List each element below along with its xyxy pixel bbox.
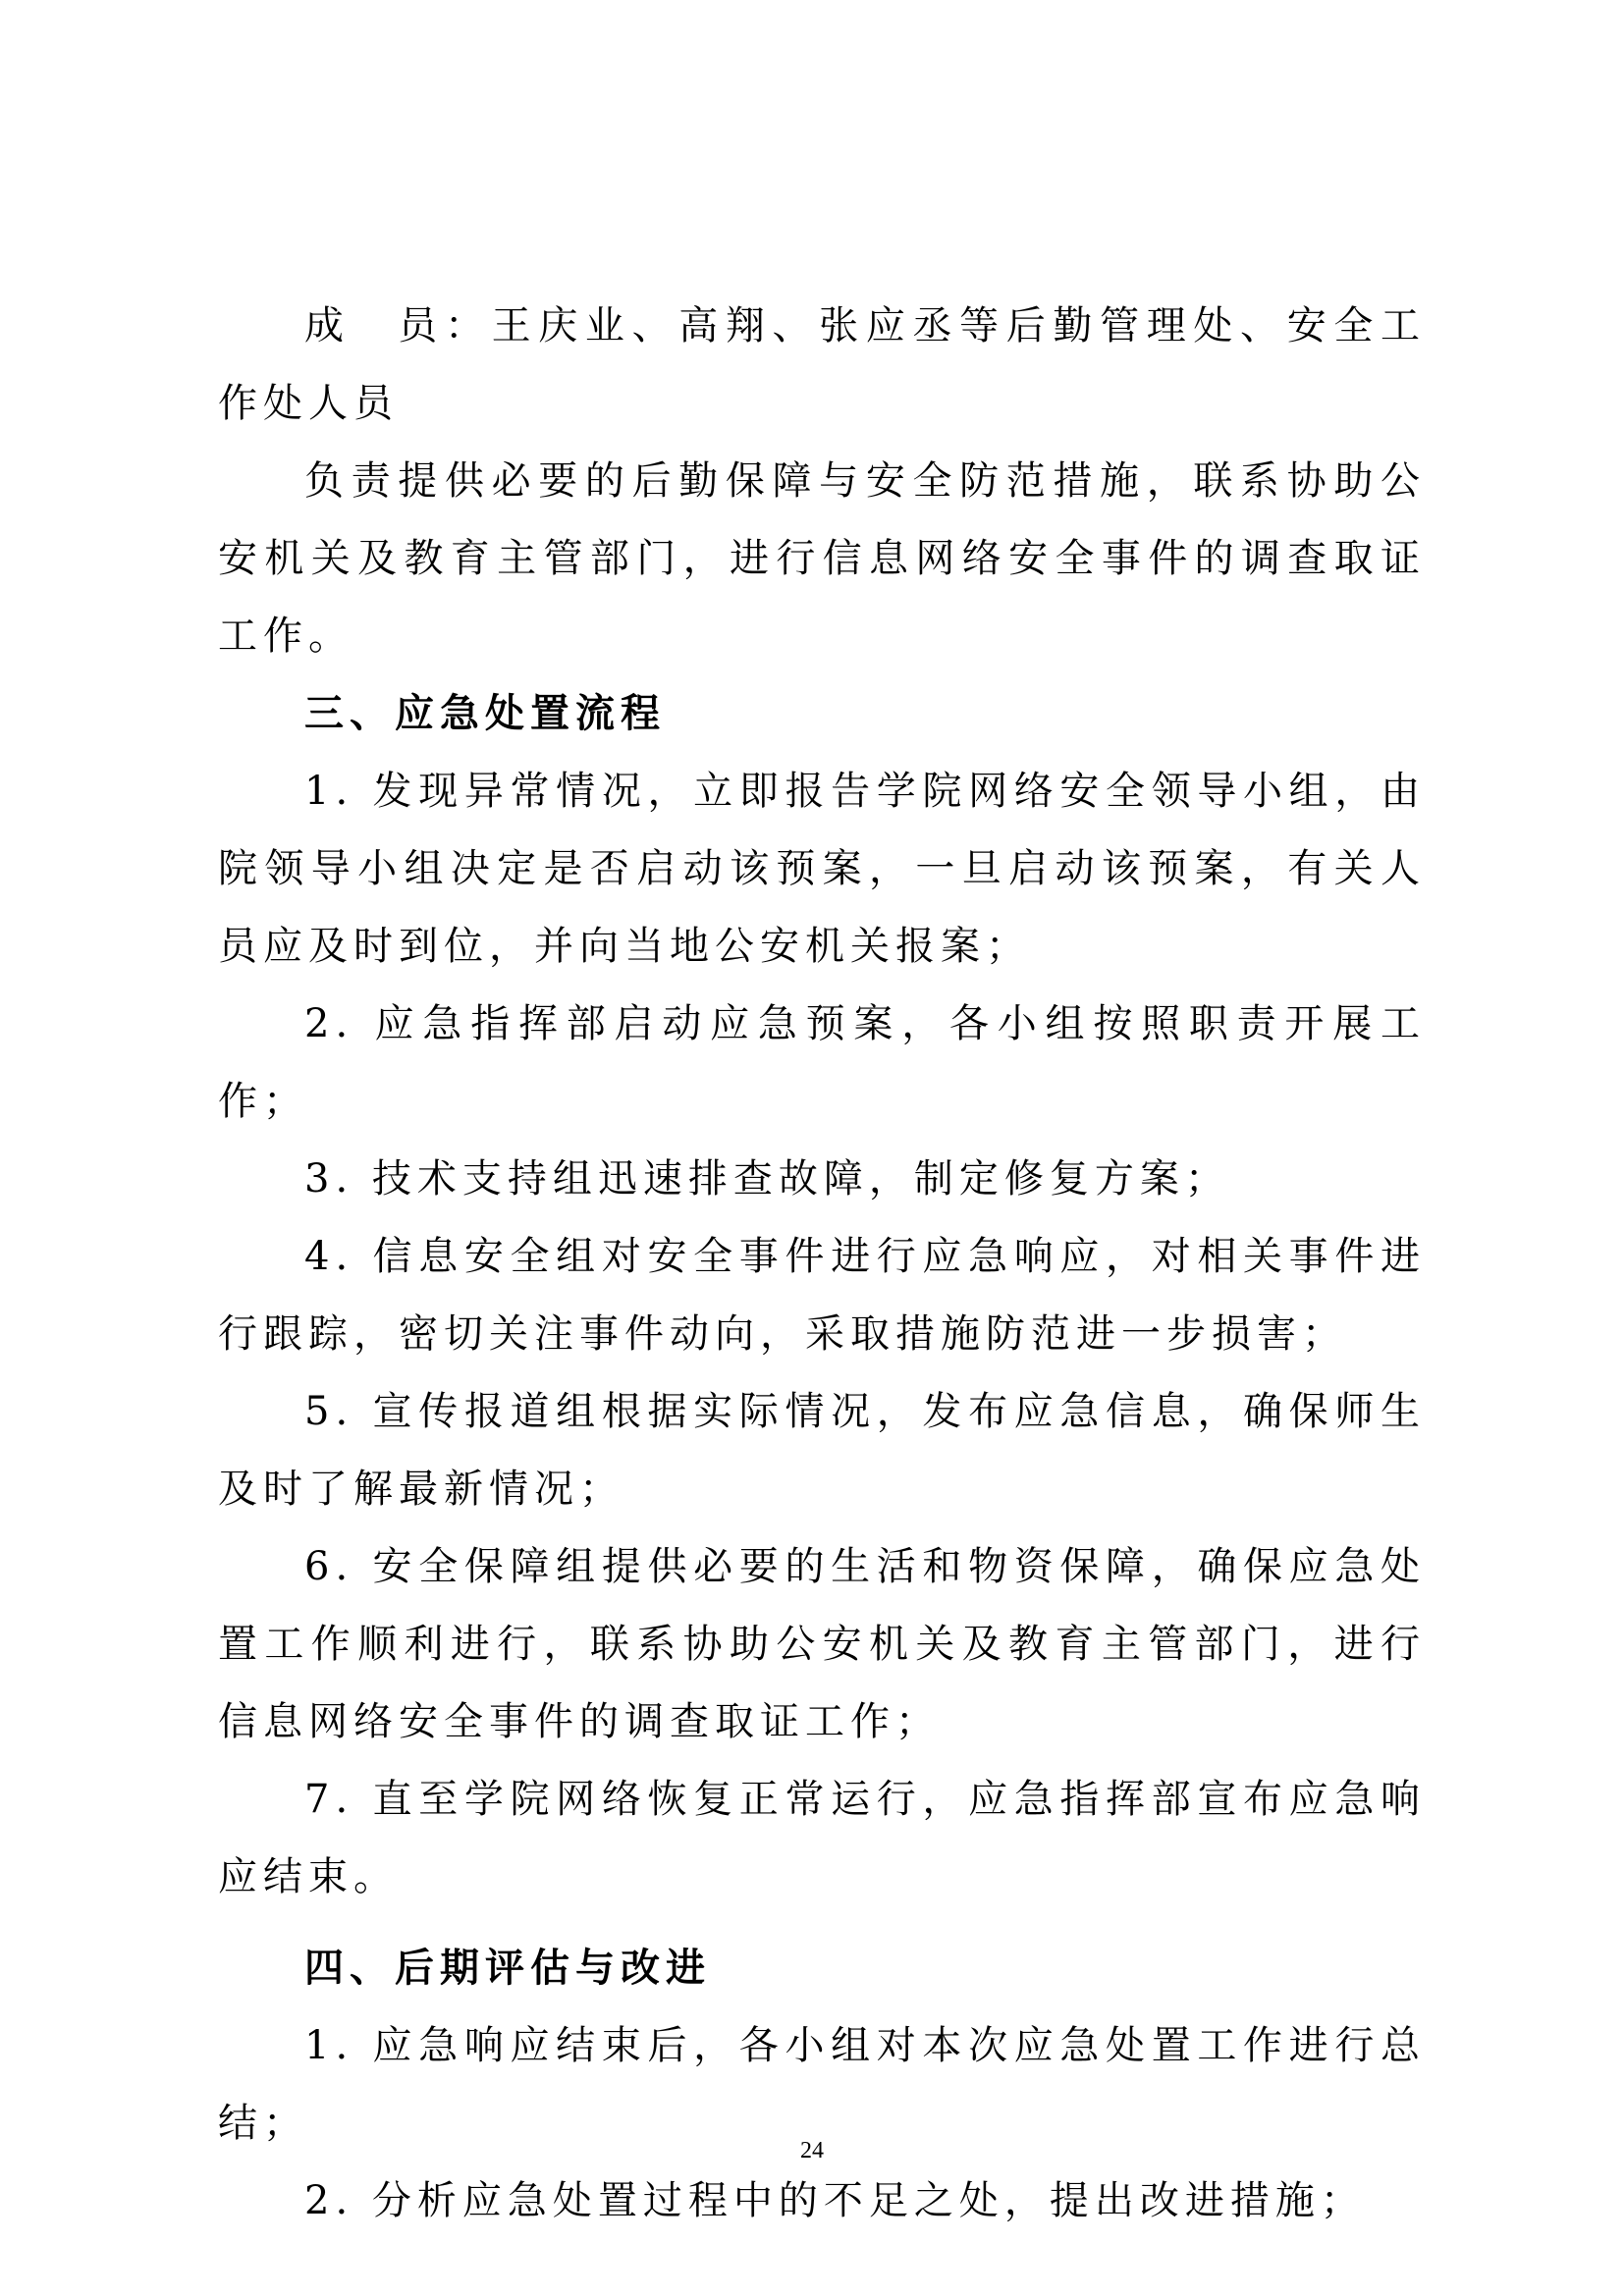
section-gap [218, 1916, 1426, 1930]
section-3-item-2: 2. 应急指挥部启动应急预案，各小组按照职责开展工作； [218, 1001, 1426, 1124]
section-4-item-1: 1. 应急响应结束后，各小组对本次应急处置工作进行总结； [218, 2023, 1426, 2146]
section-3-item-3: 3. 技术支持组迅速排查故障，制定修复方案； [304, 1156, 1230, 1201]
section-3-item-5: 5. 宣传报道组根据实际情况，发布应急信息，确保师生及时了解最新情况； [218, 1389, 1426, 1512]
section-3-heading: 三、应急处置流程 [304, 691, 666, 736]
responsibility-paragraph: 负责提供必要的后勤保障与安全防范措施，联系协助公安机关及教育主管部门，进行信息网络安全事件的调查取证工作。 [218, 458, 1426, 659]
section-4-heading: 四、后期评估与改进 [304, 1946, 711, 1991]
section-3-item-4: 4. 信息安全组对安全事件进行应急响应，对相关事件进行跟踪，密切关注事件动向，采取措施防范进一步损害； [218, 1234, 1426, 1357]
section-4-item-2: 2. 分析应急处置过程中的不足之处，提出改进措施； [304, 2178, 1366, 2223]
section-3-item-6: 6. 安全保障组提供必要的生活和物资保障，确保应急处置工作顺利进行，联系协助公安机关及教育主管部门，进行信息网络安全事件的调查取证工作； [218, 1544, 1426, 1744]
section-3-item-7: 7. 直至学院网络恢复正常运行，应急指挥部宣布应急响应结束。 [218, 1777, 1426, 1899]
document-body [218, 288, 1426, 2240]
members-paragraph: 成 员：王庆业、高翔、张应丞等后勤管理处、安全工作处人员 [218, 303, 1426, 426]
section-3-item-1: 1. 发现异常情况，立即报告学院网络安全领导小组，由院领导小组决定是否启动该预案，一旦启动该预案，有关人员应及时到位，并向当地公安机关报案； [218, 769, 1426, 969]
page-number: 24 [800, 2138, 824, 2163]
